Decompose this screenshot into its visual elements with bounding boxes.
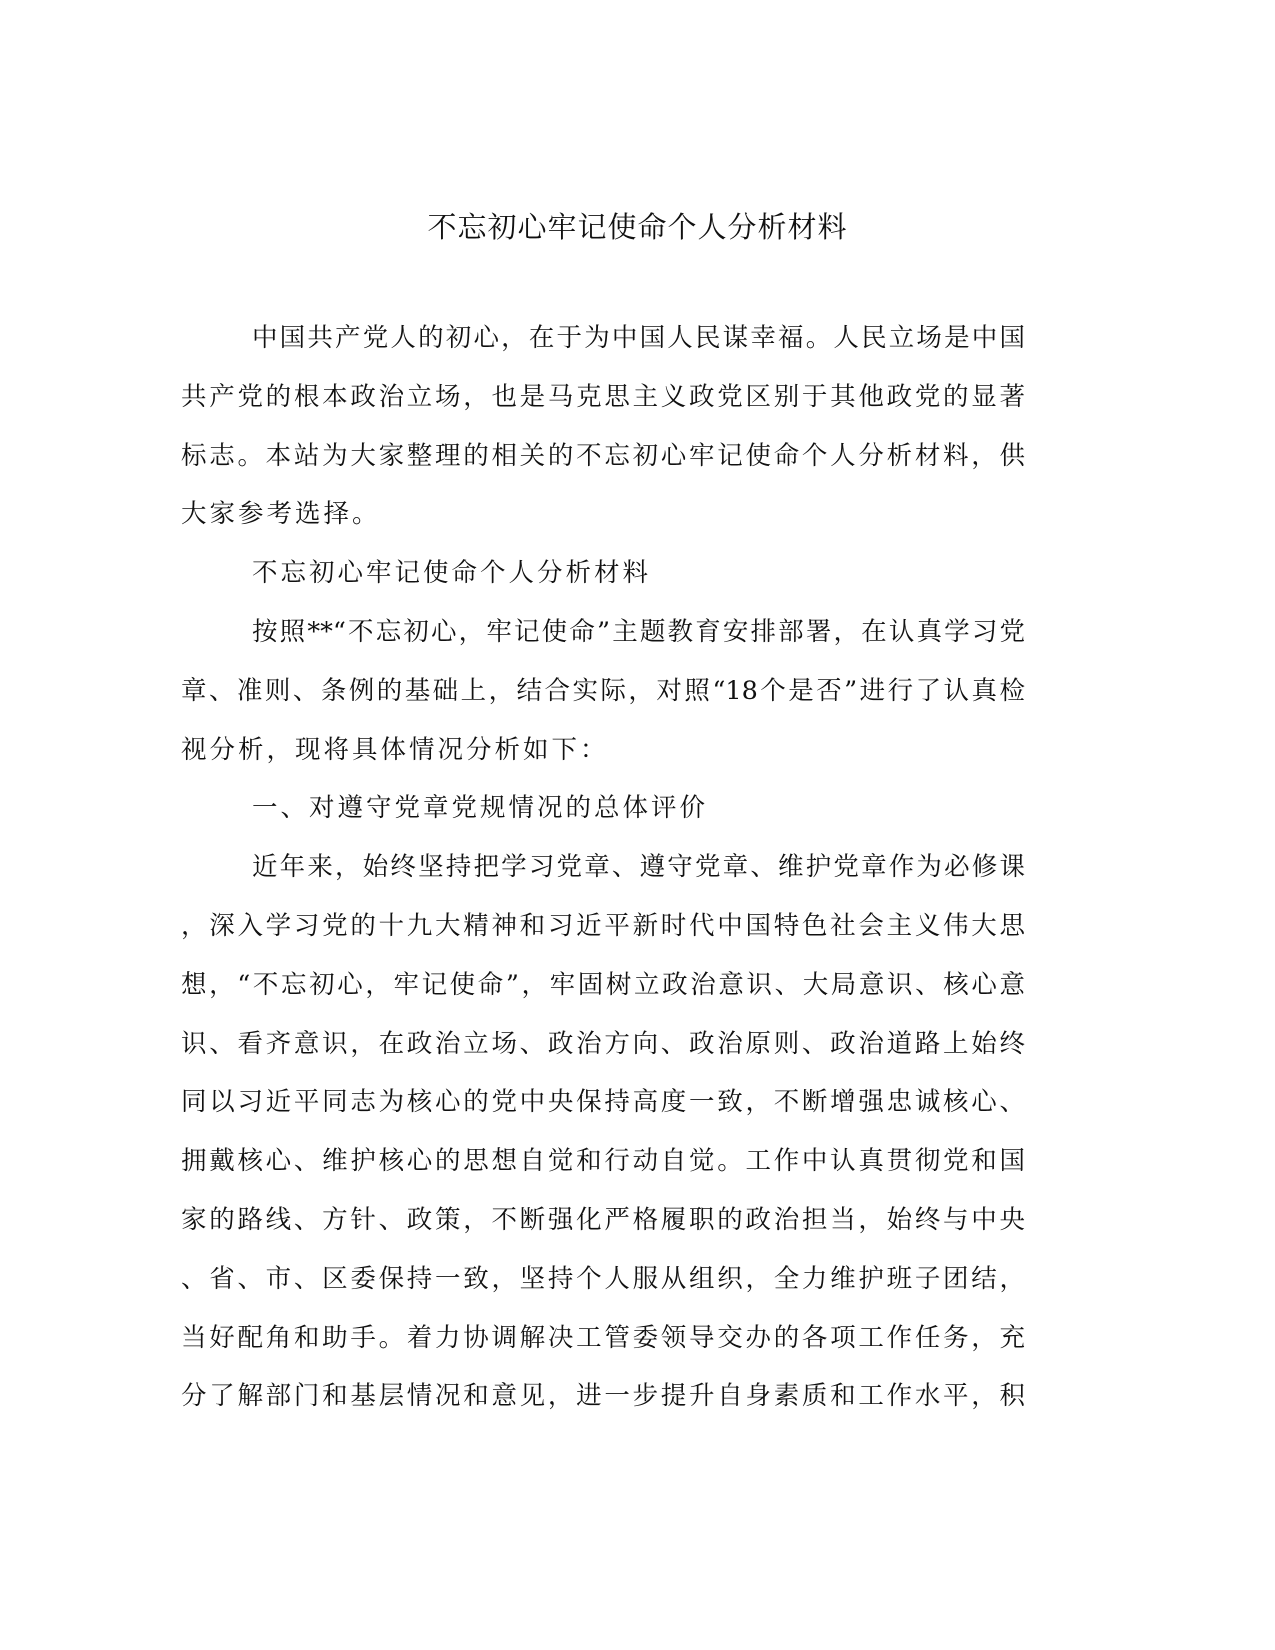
text-line: 、省、市、区委保持一致，坚持个人服从组织，全力维护班子团结， xyxy=(181,1263,1025,1294)
text-line: 章、准则、条例的基础上，结合实际，对照“18个是否”进行了认真检 xyxy=(181,675,1025,706)
text-line: 近年来，始终坚持把学习党章、遵守党章、维护党章作为必修课 xyxy=(252,852,1025,883)
text-line: 共产党的根本政治立场，也是马克思主义政党区别于其他政党的显著 xyxy=(181,381,1025,412)
text-line: 想，“不忘初心，牢记使命”，牢固树立政治意识、大局意识、核心意 xyxy=(181,969,1025,1000)
text-line: 按照**“不忘初心，牢记使命”主题教育安排部署，在认真学习党 xyxy=(252,617,1025,647)
text-line: 家的路线、方针、政策，不断强化严格履职的政治担当，始终与中央 xyxy=(181,1205,1025,1235)
text-line: 当好配角和助手。着力协调解决工管委领导交办的各项工作任务，充 xyxy=(181,1322,1025,1353)
text-line: 一、对遵守党章党规情况的总体评价 xyxy=(252,793,709,824)
text-line: 标志。本站为大家整理的相关的不忘初心牢记使命个人分析材料，供 xyxy=(181,440,1025,471)
text-line: 分了解部门和基层情况和意见，进一步提升自身素质和工作水平，积 xyxy=(181,1381,1025,1412)
text-line: 大家参考选择。 xyxy=(181,499,381,530)
text-line: 同以习近平同志为核心的党中央保持高度一致，不断增强忠诚核心、 xyxy=(181,1087,1025,1118)
text-line: ，深入学习党的十九大精神和习近平新时代中国特色社会主义伟大思 xyxy=(181,911,1025,941)
text-line: 识、看齐意识，在政治立场、政治方向、政治原则、政治道路上始终 xyxy=(181,1028,1025,1059)
text-line: 拥戴核心、维护核心的思想自觉和行动自觉。工作中认真贯彻党和国 xyxy=(181,1146,1025,1177)
text-line: 中国共产党人的初心，在于为中国人民谋幸福。人民立场是中国 xyxy=(252,323,1025,353)
text-line: 视分析，现将具体情况分析如下： xyxy=(181,734,609,765)
text-line: 不忘初心牢记使命个人分析材料 xyxy=(252,558,652,589)
document-title: 不忘初心牢记使命个人分析材料 xyxy=(427,210,848,244)
